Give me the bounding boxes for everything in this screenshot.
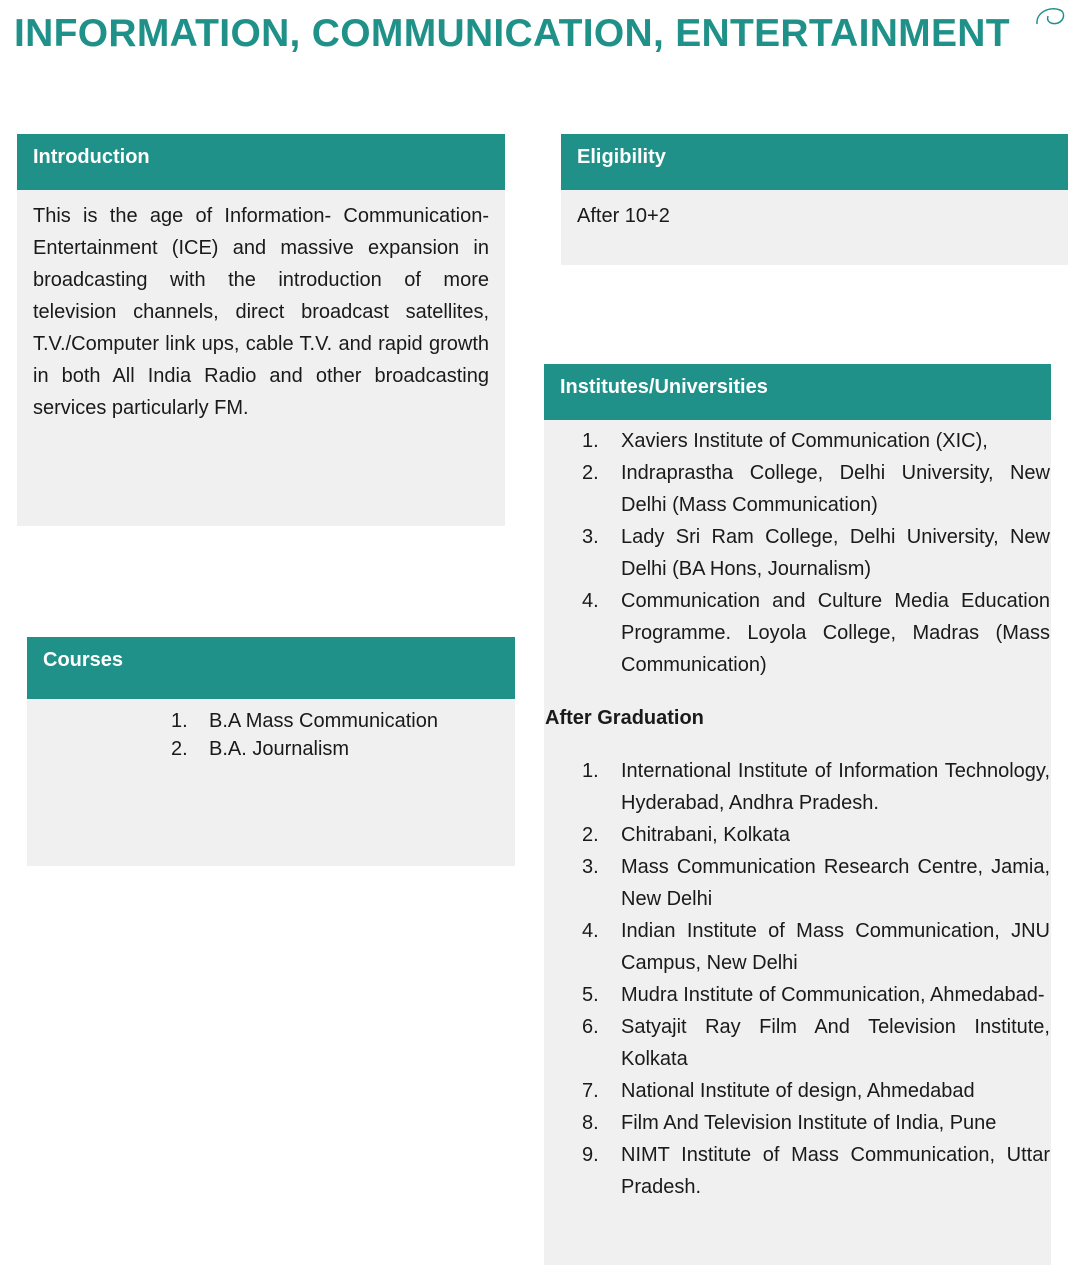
after-graduation-heading: After Graduation: [545, 707, 704, 729]
list-number: 8.: [582, 1112, 599, 1134]
list-number: 6.: [582, 1016, 599, 1038]
list-number: 1.: [171, 710, 188, 732]
after-graduation-list: [544, 755, 1051, 1203]
institute-text: Indian Institute of Mass Communication, JNU Campus, New Delhi: [621, 920, 1050, 974]
institute-text: International Institute of Information Technology, Hyderabad, Andhra Pradesh.: [621, 760, 1050, 814]
list-number: 1.: [582, 760, 599, 782]
institute-text: Indraprastha College, Delhi University, New Delhi (Mass Communication): [621, 462, 1050, 516]
list-item: [544, 425, 1051, 457]
introduction-panel: [17, 134, 505, 526]
list-item: [544, 979, 1051, 1011]
institute-text: Chitrabani, Kolkata: [621, 824, 790, 846]
list-number: 5.: [582, 984, 599, 1006]
introduction-heading: Introduction: [17, 134, 505, 190]
institutes-heading: Institutes/Universities: [544, 364, 1051, 420]
eligibility-panel: [561, 134, 1068, 265]
institute-text: National Institute of design, Ahmedabad: [621, 1080, 975, 1102]
institute-text: Mass Communication Research Centre, Jamia, New Delhi: [621, 856, 1050, 910]
institute-text: Mudra Institute of Communication, Ahmedabad-: [621, 984, 1045, 1006]
course-text: B.A. Journalism: [209, 738, 350, 760]
list-item: [544, 1107, 1051, 1139]
list-number: 2.: [582, 824, 599, 846]
introduction-text: This is the age of Information- Communication- Entertainment (ICE) and massive expansion in broadcasting with the introduction of more television channels, direct broadcast satellites, T.V./Computer link ups, cable T.V. and rapid growth in both All India Radio and other broadcasting services particularly FM.: [33, 205, 489, 419]
list-item: [118, 707, 515, 735]
page-title: INFORMATION, COMMUNICATION, ENTERTAINMENT: [14, 12, 1010, 55]
list-item: [544, 755, 1051, 819]
institute-text: Lady Sri Ram College, Delhi University, New Delhi (BA Hons, Journalism): [621, 526, 1050, 580]
list-number: 2.: [171, 738, 188, 760]
list-item: [544, 521, 1051, 585]
institute-text: NIMT Institute of Mass Communication, Uttar Pradesh.: [621, 1144, 1050, 1198]
courses-list: [27, 707, 515, 763]
institutes-panel: [544, 364, 1051, 1265]
eligibility-heading: Eligibility: [561, 134, 1068, 190]
courses-panel: [27, 637, 515, 866]
swirl-decoration-icon: [1034, 2, 1068, 32]
list-item: [544, 1139, 1051, 1203]
list-item: [544, 1075, 1051, 1107]
institutes-list: [544, 425, 1051, 681]
institute-text: Satyajit Ray Film And Television Institute, Kolkata: [621, 1016, 1050, 1070]
course-text: B.A Mass Communication: [209, 710, 438, 732]
courses-heading: Courses: [27, 637, 515, 699]
eligibility-text: After 10+2: [577, 205, 670, 227]
list-item: [544, 915, 1051, 979]
list-item: [544, 457, 1051, 521]
list-number: 4.: [582, 590, 599, 612]
list-item: [544, 819, 1051, 851]
list-item: [118, 735, 515, 763]
institute-text: Xaviers Institute of Communication (XIC),: [621, 430, 988, 452]
list-number: 2.: [582, 462, 599, 484]
list-number: 3.: [582, 856, 599, 878]
list-item: [544, 585, 1051, 681]
list-number: 7.: [582, 1080, 599, 1102]
list-number: 4.: [582, 920, 599, 942]
list-number: 1.: [582, 430, 599, 452]
list-item: [544, 1011, 1051, 1075]
list-item: [544, 851, 1051, 915]
institute-text: Film And Television Institute of India, Pune: [621, 1112, 997, 1134]
list-number: 9.: [582, 1144, 599, 1166]
list-number: 3.: [582, 526, 599, 548]
institute-text: Communication and Culture Media Education Programme. Loyola College, Madras (Mass Communication): [621, 590, 1050, 676]
